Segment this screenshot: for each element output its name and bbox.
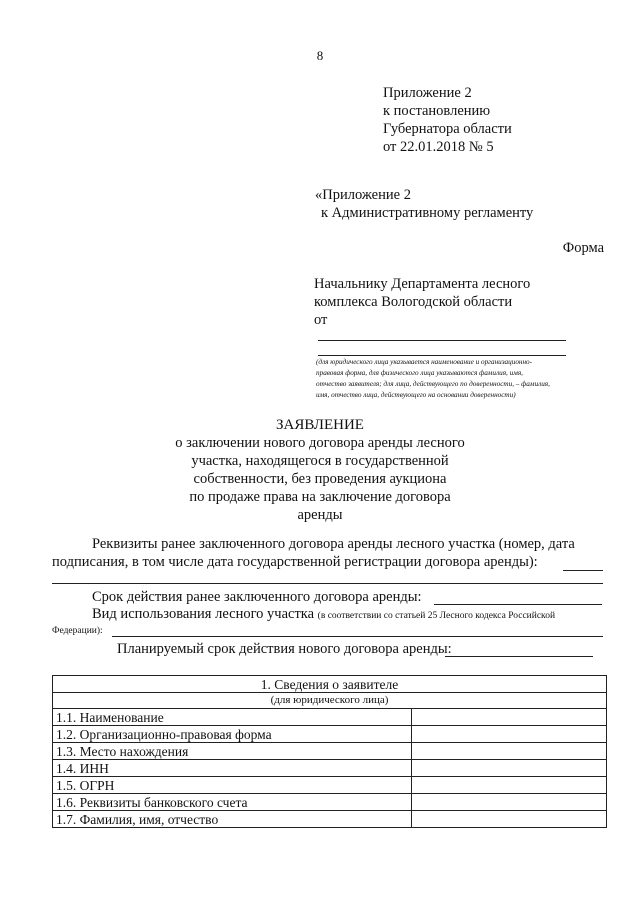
table-row	[53, 743, 607, 760]
appendix-line: от 22.01.2018 № 5	[383, 139, 494, 155]
prev-term-label: Срок действия ранее заключенного договора аренды:	[92, 589, 422, 605]
usage-type-note: (в соответствии со статьей 25 Лесного кодекса Российской	[317, 611, 556, 621]
row-label: 1.4. ИНН	[53, 760, 412, 777]
row-value[interactable]	[412, 743, 607, 760]
table-subheader-row	[53, 693, 607, 709]
addressee-block	[314, 275, 530, 329]
requisites-line-2: подписания, в том числе дата государственной регистрации договора аренды):	[52, 554, 538, 570]
title-line: собственности, без проведения аукциона	[193, 471, 447, 487]
addressee-fill-line[interactable]	[318, 340, 566, 341]
appendix-line: Губернатора области	[383, 121, 512, 137]
note-line: отчество заявителя; для лица, действующего по доверенности, – фамилия,	[316, 380, 550, 388]
addressee-fill-line[interactable]	[318, 355, 566, 356]
table-row	[53, 760, 607, 777]
title-line: участка, находящегося в государственной	[191, 453, 449, 469]
addressee-line: Начальнику Департамента лесного	[314, 276, 531, 292]
addressee-note	[316, 357, 550, 401]
form-label: Форма	[562, 240, 604, 256]
usage-type-note-2: Федерации):	[52, 626, 103, 636]
appendix-line: к постановлению	[383, 103, 491, 119]
addressee-line: комплекса Вологодской области	[314, 294, 513, 310]
table-row	[53, 777, 607, 794]
requisites-fill-line[interactable]	[52, 583, 603, 584]
title-line: о заключении нового договора аренды лесного	[175, 435, 465, 451]
title-main: ЗАЯВЛЕНИЕ	[276, 417, 364, 433]
note-line: правовая форма, для физического лица указываются фамилия, имя,	[316, 369, 523, 377]
table-subheader: (для юридического лица)	[53, 693, 607, 709]
planned-term-label: Планируемый срок действия нового договора аренды:	[117, 641, 452, 657]
row-label: 1.5. ОГРН	[53, 777, 412, 794]
table-row	[53, 794, 607, 811]
table-header-row	[53, 676, 607, 693]
requisites-line-1: Реквизиты ранее заключенного договора аренды лесного участка (номер, дата	[92, 536, 575, 552]
row-label: 1.1. Наименование	[53, 709, 412, 726]
planned-term-fill-line[interactable]	[445, 656, 593, 657]
applicant-info-table	[52, 675, 607, 828]
document-title	[0, 416, 640, 524]
table-row	[53, 709, 607, 726]
usage-type-label	[92, 605, 555, 625]
page-number: 8	[316, 48, 324, 63]
row-value[interactable]	[412, 709, 607, 726]
usage-type-main: Вид использования лесного участка	[92, 606, 315, 622]
table-row	[53, 811, 607, 828]
row-value[interactable]	[412, 726, 607, 743]
appendix-line: Приложение 2	[383, 85, 472, 101]
row-value[interactable]	[412, 811, 607, 828]
title-line: аренды	[297, 507, 343, 523]
appendix-header	[383, 84, 512, 156]
row-value[interactable]	[412, 760, 607, 777]
row-label: 1.2. Организационно-правовая форма	[53, 726, 412, 743]
requisites-fill-line[interactable]	[563, 570, 603, 571]
note-line: имя, отчество лица, действующего на основании доверенности)	[316, 391, 516, 399]
row-label: 1.7. Фамилия, имя, отчество	[53, 811, 412, 828]
reglament-line: «Приложение 2	[315, 187, 411, 203]
usage-type-fill-line[interactable]	[112, 636, 603, 637]
addressee-line: от	[314, 312, 328, 328]
title-line: по продаже права на заключение договора	[189, 489, 451, 505]
table-header: 1. Сведения о заявителе	[53, 676, 607, 693]
reglament-appendix	[315, 186, 533, 222]
row-value[interactable]	[412, 794, 607, 811]
note-line: (для юридического лица указывается наименование и организационно-	[316, 358, 533, 366]
reglament-line: к Административному регламенту	[321, 205, 534, 221]
row-label: 1.3. Место нахождения	[53, 743, 412, 760]
row-value[interactable]	[412, 777, 607, 794]
table-row	[53, 726, 607, 743]
row-label: 1.6. Реквизиты банковского счета	[53, 794, 412, 811]
